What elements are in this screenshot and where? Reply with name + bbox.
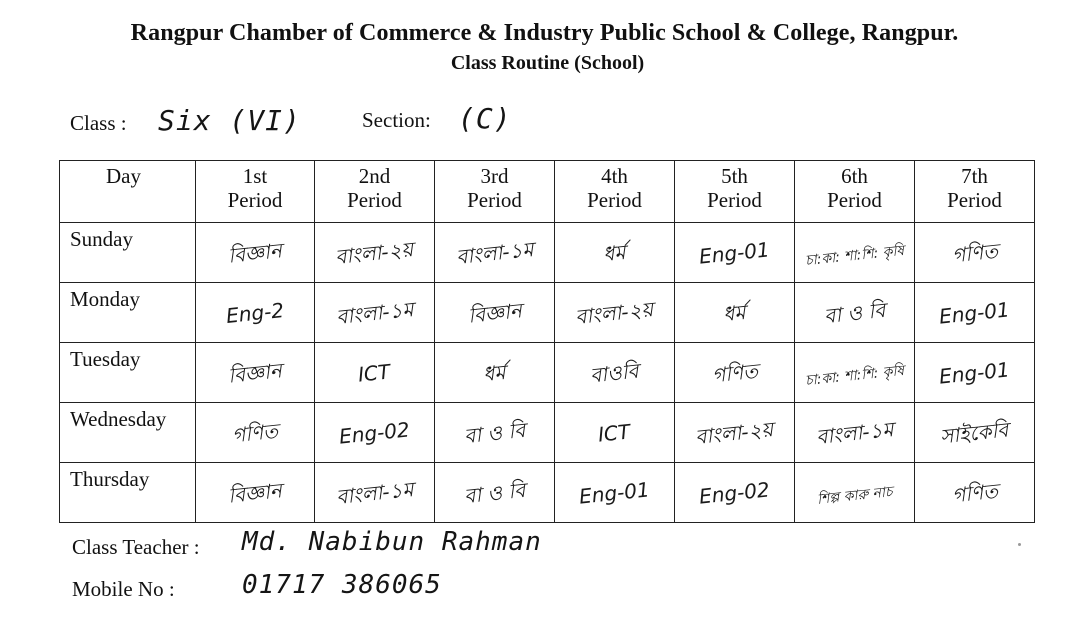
- subject-text: বাংলা-২য়: [334, 236, 415, 269]
- subject-text: বাংলা-১ম: [814, 416, 895, 449]
- period-cell: [915, 403, 1035, 463]
- period-cell: [915, 343, 1035, 403]
- mobile-number: 01717 386065: [242, 570, 442, 600]
- section-value: (C): [458, 102, 512, 135]
- day-cell: Monday: [60, 283, 196, 343]
- subject-text: বা ও বি: [822, 297, 887, 328]
- subject-text: শিল্প কারু নাচ: [815, 483, 893, 508]
- column-header-period-6: [795, 161, 915, 223]
- mobile-label: Mobile No :: [72, 577, 175, 601]
- column-header-line2: Period: [707, 188, 762, 212]
- subject-text: বা ও বি: [462, 417, 527, 448]
- period-cell: [315, 223, 435, 283]
- subject-text: Eng-2: [224, 297, 286, 328]
- column-header-period-1: [196, 161, 315, 223]
- class-label: Class :: [70, 111, 127, 135]
- period-cell: [315, 463, 435, 523]
- column-header-line2: Period: [467, 188, 522, 212]
- period-cell: [795, 403, 915, 463]
- period-cell: [435, 463, 555, 523]
- subject-text: ICT: [597, 418, 632, 447]
- column-header-line2: Period: [227, 188, 283, 212]
- period-cell: [315, 343, 435, 403]
- section-label: Section:: [362, 108, 431, 132]
- period-cell: [196, 403, 315, 463]
- day-cell: Thursday: [60, 463, 196, 523]
- subject-text: বিজ্ঞান: [227, 477, 283, 508]
- table-row: [60, 343, 1035, 403]
- subject-text: Eng-01: [578, 476, 651, 509]
- subject-text: বিজ্ঞান: [466, 297, 523, 328]
- column-header-period-4: [555, 161, 675, 223]
- table-row: [60, 283, 1035, 343]
- period-cell: [675, 223, 795, 283]
- period-cell: [675, 343, 795, 403]
- subject-text: Eng-02: [698, 476, 771, 509]
- period-cell: [675, 403, 795, 463]
- routine-subtitle: Class Routine (School): [450, 52, 645, 74]
- period-cell: [196, 223, 315, 283]
- teacher-name: Md. Nabibun Rahman: [242, 527, 542, 557]
- subject-text: Eng-01: [938, 296, 1011, 329]
- subject-text: গণিত: [950, 478, 999, 507]
- period-cell: [435, 343, 555, 403]
- column-header-line1: 6th: [841, 164, 868, 188]
- column-header-period-7: [915, 161, 1035, 223]
- period-cell: [196, 343, 315, 403]
- column-header-line1: 3rd: [480, 164, 509, 188]
- period-cell: [915, 463, 1035, 523]
- period-cell: [555, 463, 675, 523]
- column-header-line2: Period: [947, 188, 1002, 212]
- subject-text: গণিত: [710, 358, 759, 387]
- column-header-line1: Day: [106, 164, 141, 188]
- column-header-line1: 7th: [961, 164, 988, 188]
- column-header-line1: 4th: [601, 164, 628, 188]
- subject-text: Eng-01: [698, 236, 771, 269]
- table-row: [60, 403, 1035, 463]
- subject-text: সাইকেবি: [939, 416, 1010, 449]
- period-cell: [435, 403, 555, 463]
- subject-text: বাংলা-১ম: [334, 296, 415, 329]
- subject-text: বা ও বি: [462, 477, 527, 508]
- day-cell: Sunday: [60, 223, 196, 283]
- subject-text: চা:কা: শা:শি: কৃষি: [804, 242, 905, 269]
- column-header-period-2: [315, 161, 435, 223]
- scan-speck: [1018, 543, 1021, 546]
- subject-text: বিজ্ঞান: [227, 237, 283, 268]
- period-cell: [196, 283, 315, 343]
- table-row: [60, 463, 1035, 523]
- column-header-line1: 5th: [721, 164, 748, 188]
- period-cell: [675, 463, 795, 523]
- subject-text: বাওবি: [589, 358, 640, 387]
- column-header-period-5: [675, 161, 795, 223]
- period-cell: [555, 223, 675, 283]
- period-cell: [555, 403, 675, 463]
- subject-text: বিজ্ঞান: [227, 357, 283, 388]
- period-cell: [795, 283, 915, 343]
- period-cell: [795, 343, 915, 403]
- period-cell: [915, 283, 1035, 343]
- routine-table: [59, 160, 1035, 523]
- period-cell: [675, 283, 795, 343]
- column-header-line1: 2nd: [358, 164, 391, 188]
- period-cell: [555, 343, 675, 403]
- period-cell: [315, 403, 435, 463]
- subject-text: ধর্ম: [722, 299, 747, 326]
- teacher-label: Class Teacher :: [72, 535, 200, 559]
- column-header-line2: Period: [827, 188, 882, 212]
- column-header-line2: Period: [347, 188, 402, 212]
- column-header-day: [60, 161, 196, 223]
- subject-text: বাংলা-২য়: [694, 416, 775, 449]
- column-header-period-3: [435, 161, 555, 223]
- column-header-line1: 1st: [242, 164, 268, 188]
- subject-text: বাংলা-১ম: [454, 236, 535, 269]
- period-cell: [915, 223, 1035, 283]
- subject-text: ধর্ম: [482, 359, 507, 386]
- column-header-line2: Period: [587, 188, 642, 212]
- period-cell: [435, 223, 555, 283]
- period-cell: [315, 283, 435, 343]
- day-cell: Tuesday: [60, 343, 196, 403]
- period-cell: [795, 223, 915, 283]
- day-cell: Wednesday: [60, 403, 196, 463]
- period-cell: [196, 463, 315, 523]
- subject-text: বাংলা-১ম: [334, 476, 415, 509]
- period-cell: [555, 283, 675, 343]
- subject-text: বাংলা-২য়: [574, 296, 655, 329]
- subject-text: গণিত: [230, 418, 280, 447]
- table-row: [60, 223, 1035, 283]
- subject-text: চা:কা: শা:শি: কৃষি: [804, 362, 905, 389]
- subject-text: গণিত: [950, 238, 999, 267]
- subject-text: ICT: [357, 358, 392, 387]
- header-row: [60, 161, 1035, 223]
- subject-text: ধর্ম: [602, 239, 627, 266]
- class-value: Six (VI): [158, 104, 301, 137]
- subject-text: Eng-01: [938, 356, 1011, 389]
- school-title: Rangpur Chamber of Commerce & Industry Public School & College, Rangpur.: [130, 20, 959, 46]
- period-cell: [795, 463, 915, 523]
- period-cell: [435, 283, 555, 343]
- subject-text: Eng-02: [338, 416, 411, 449]
